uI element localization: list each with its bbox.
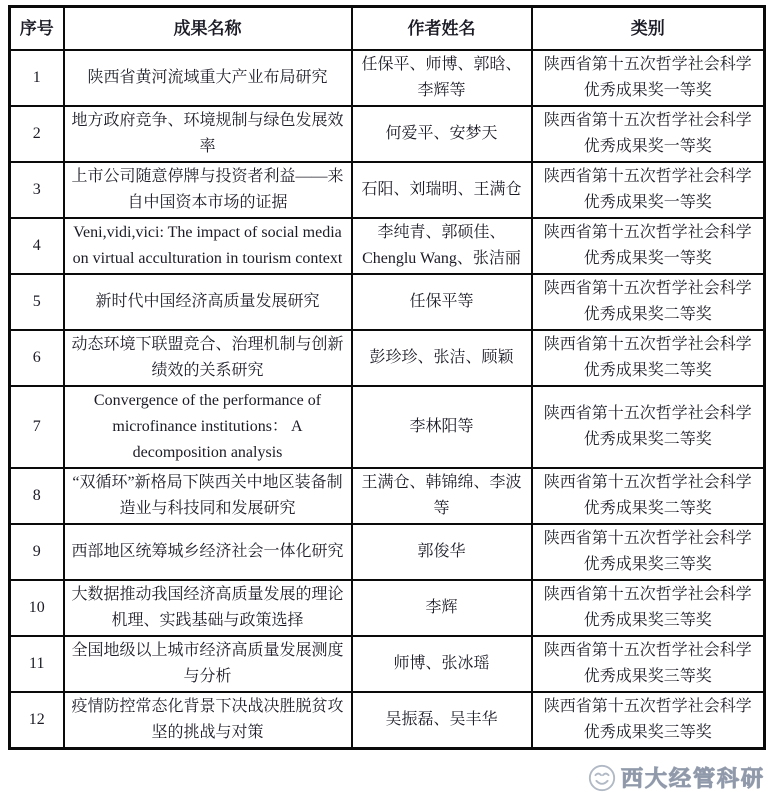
row-no-cell: 5 [10,274,64,330]
category-cell: 陕西省第十五次哲学社会科学优秀成果奖一等奖 [532,218,765,274]
smiley-logo-icon [587,763,617,793]
authors-cell: 郭俊华 [352,524,532,580]
row-no-cell: 2 [10,106,64,162]
achievement-name-cell: Veni,vidi,vici: The impact of social media on virtual acculturation in tourism context [64,218,352,274]
achievement-name-cell: “双循环”新格局下陕西关中地区装备制造业与科技同和发展研究 [64,468,352,524]
achievement-name-cell: 陕西省黄河流域重大产业布局研究 [64,50,352,106]
achievement-name-cell: 上市公司随意停牌与投资者利益——来自中国资本市场的证据 [64,162,352,218]
achievement-name-cell: 西部地区统筹城乡经济社会一体化研究 [64,524,352,580]
category-cell: 陕西省第十五次哲学社会科学优秀成果奖三等奖 [532,580,765,636]
watermark [587,762,765,793]
table-row [10,218,765,274]
row-no-cell: 4 [10,218,64,274]
authors-cell: 彭珍珍、张洁、顾颖 [352,330,532,386]
category-cell: 陕西省第十五次哲学社会科学优秀成果奖二等奖 [532,330,765,386]
table-row [10,386,765,468]
awards-table [8,5,766,750]
table-row [10,162,765,218]
category-cell: 陕西省第十五次哲学社会科学优秀成果奖一等奖 [532,162,765,218]
authors-cell: 王满仓、韩锦绵、李波等 [352,468,532,524]
achievement-name-cell: 大数据推动我国经济高质量发展的理论机理、实践基础与政策选择 [64,580,352,636]
achievement-name-cell: 动态环境下联盟竞合、治理机制与创新绩效的关系研究 [64,330,352,386]
authors-cell: 吴振磊、吴丰华 [352,692,532,749]
achievement-name-cell: 地方政府竞争、环境规制与绿色发展效率 [64,106,352,162]
category-cell: 陕西省第十五次哲学社会科学优秀成果奖二等奖 [532,468,765,524]
watermark-text: 西大经管科研 [620,766,765,791]
achievement-name-cell: Convergence of the performance of microfinance institutions： A decomposition analysis [64,386,352,468]
category-cell: 陕西省第十五次哲学社会科学优秀成果奖一等奖 [532,50,765,106]
achievement-name-cell: 全国地级以上城市经济高质量发展测度与分析 [64,636,352,692]
row-no-cell: 1 [10,50,64,106]
row-no-cell: 11 [10,636,64,692]
row-no-cell: 12 [10,692,64,749]
category-cell: 陕西省第十五次哲学社会科学优秀成果奖一等奖 [532,106,765,162]
col-header-category: 类别 [532,7,765,51]
table-row [10,50,765,106]
achievement-name-cell: 疫情防控常态化背景下决战决胜脱贫攻坚的挑战与对策 [64,692,352,749]
row-no-cell: 6 [10,330,64,386]
col-header-name: 成果名称 [64,7,352,51]
category-cell: 陕西省第十五次哲学社会科学优秀成果奖三等奖 [532,524,765,580]
table-row [10,106,765,162]
table-row [10,580,765,636]
col-header-authors: 作者姓名 [352,7,532,51]
table-row [10,468,765,524]
table-row [10,692,765,749]
authors-cell: 李辉 [352,580,532,636]
authors-cell: 任保平等 [352,274,532,330]
achievement-name-cell: 新时代中国经济高质量发展研究 [64,274,352,330]
table-row [10,330,765,386]
category-cell: 陕西省第十五次哲学社会科学优秀成果奖二等奖 [532,274,765,330]
authors-cell: 任保平、师博、郭晗、李辉等 [352,50,532,106]
row-no-cell: 7 [10,386,64,468]
row-no-cell: 8 [10,468,64,524]
authors-cell: 李纯青、郭硕佳、Chenglu Wang、张洁丽 [352,218,532,274]
table-row [10,524,765,580]
authors-cell: 何爱平、安梦天 [352,106,532,162]
category-cell: 陕西省第十五次哲学社会科学优秀成果奖二等奖 [532,386,765,468]
authors-cell: 李林阳等 [352,386,532,468]
row-no-cell: 10 [10,580,64,636]
authors-cell: 石阳、刘瑞明、王满仓 [352,162,532,218]
table-row [10,274,765,330]
category-cell: 陕西省第十五次哲学社会科学优秀成果奖三等奖 [532,692,765,749]
header-row [10,7,765,51]
row-no-cell: 3 [10,162,64,218]
col-header-no: 序号 [10,7,64,51]
authors-cell: 师博、张冰瑶 [352,636,532,692]
row-no-cell: 9 [10,524,64,580]
category-cell: 陕西省第十五次哲学社会科学优秀成果奖三等奖 [532,636,765,692]
table-row [10,636,765,692]
